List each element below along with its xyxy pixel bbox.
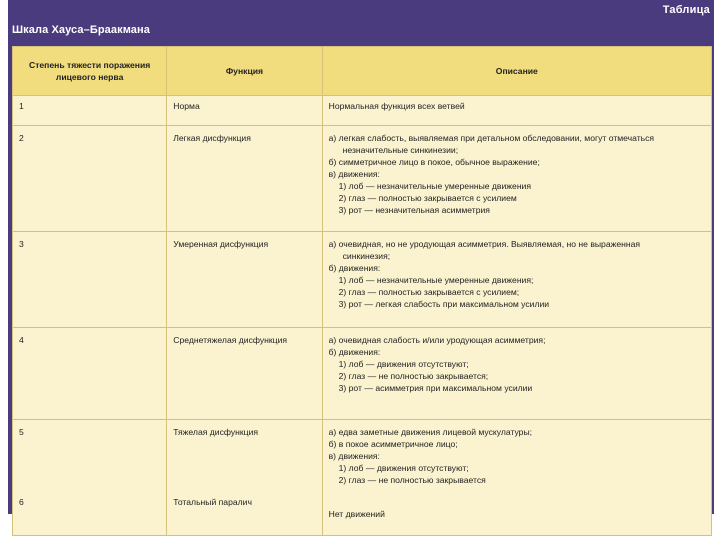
function-cell: Норма — [167, 96, 322, 126]
col-header-grade: Степень тяжести поражения лицевого нерва — [13, 47, 167, 96]
description-line: б) движения: — [328, 347, 381, 357]
description-cell — [322, 420, 711, 536]
grade-cell: 4 — [13, 328, 167, 420]
description-cell — [322, 96, 711, 126]
description-line: 3) рот — асимметрия при максимальном усилии — [338, 383, 533, 393]
table-row — [13, 126, 712, 232]
table-header-row — [13, 47, 712, 96]
description-line: б) движения: — [328, 263, 381, 273]
col-header-description: Описание — [322, 47, 711, 96]
description-line: б) симметричное лицо в покое, обычное выражение; — [328, 157, 540, 167]
grade-value: 6 — [19, 497, 24, 507]
function-cell: Умеренная дисфункция — [167, 232, 322, 328]
description-line: а) легкая слабость, выявляемая при детальном обследовании, могут отмечаться — [328, 133, 655, 143]
description-line: Нормальная функция всех ветвей — [328, 101, 465, 111]
table-row — [13, 96, 712, 126]
function-cell: Среднетяжелая дисфункция — [167, 328, 322, 420]
grade-value: 5 — [19, 427, 24, 437]
grade-cell: 2 — [13, 126, 167, 232]
grade-cell — [13, 420, 167, 536]
grade-cell: 1 — [13, 96, 167, 126]
description-line: 1) лоб — движения отсутствуют; — [338, 359, 469, 369]
table-frame — [8, 0, 714, 519]
table-tag: Таблица — [662, 4, 710, 16]
function-value: Тотальный паралич — [173, 497, 252, 507]
grade-cell: 3 — [13, 232, 167, 328]
description-line: синкинезия; — [342, 251, 391, 261]
description-line: а) едва заметные движения лицевой мускулатуры; — [328, 427, 533, 437]
description-line: а) очевидная, но не уродующая асимметрия. Выявляемая, но не выраженная — [328, 239, 641, 249]
house-brackmann-table — [12, 46, 712, 536]
description-line: 3) рот — легкая слабость при максимальном усилии — [338, 299, 550, 309]
description-line: Нет движений — [328, 509, 385, 519]
description-line: 3) рот — незначительная асимметрия — [338, 205, 490, 215]
table-title: Шкала Хауса–Браакмана — [12, 24, 150, 36]
table-row — [13, 328, 712, 420]
description-line: в) движения: — [328, 169, 380, 179]
description-line: 1) лоб — движения отсутствуют; — [338, 463, 469, 473]
description-line: 1) лоб — незначительные умеренные движения — [338, 181, 532, 191]
function-value: Тяжелая дисфункция — [173, 427, 259, 437]
description-line: 2) глаз — не полностью закрывается; — [338, 371, 489, 381]
description-line: незначительные синкинезии; — [342, 145, 459, 155]
table-row — [13, 420, 712, 536]
function-cell: Легкая дисфункция — [167, 126, 322, 232]
col-header-function: Функция — [167, 47, 322, 96]
description-cell — [322, 328, 711, 420]
description-line: 2) глаз — полностью закрывается с усилием — [338, 193, 517, 203]
description-line: б) в покое асимметричное лицо; — [328, 439, 458, 449]
description-line: 2) глаз — не полностью закрывается — [338, 475, 486, 485]
description-cell — [322, 126, 711, 232]
description-line: 1) лоб — незначительные умеренные движения; — [338, 275, 534, 285]
description-line: в) движения: — [328, 451, 380, 461]
description-cell — [322, 232, 711, 328]
function-cell — [167, 420, 322, 536]
description-line: а) очевидная слабость и/или уродующая асимметрия; — [328, 335, 546, 345]
table-row — [13, 232, 712, 328]
description-line: 2) глаз — полностью закрывается с усилием; — [338, 287, 520, 297]
